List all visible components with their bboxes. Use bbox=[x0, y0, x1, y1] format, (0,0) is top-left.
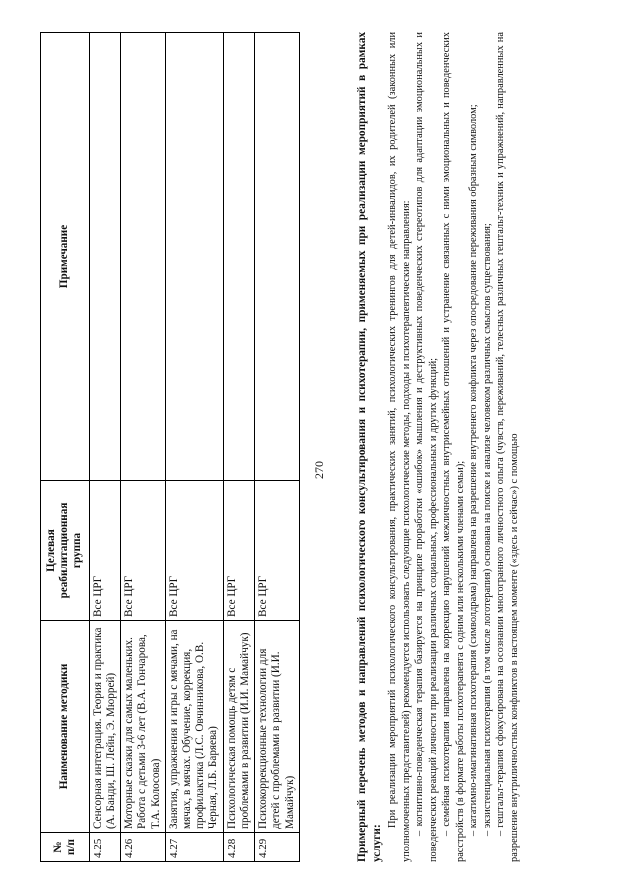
row-note bbox=[255, 33, 300, 481]
header-num: № п/п bbox=[41, 833, 90, 862]
table-header-row bbox=[41, 33, 90, 862]
row-method: Сенсорная интеграция. Теория и практика (А. Банди, Ш. Лейн, Э. Мюррей) bbox=[89, 621, 120, 833]
row-method: Психологическая помощь детям с проблемами в развитии (И.И. Мамайчук) bbox=[223, 621, 254, 833]
row-group: Все ЦРГ bbox=[121, 481, 166, 621]
row-note bbox=[89, 33, 120, 481]
row-num: 4.27 bbox=[165, 833, 223, 862]
list-item: – кататимно-имагинативная психотерапия (символдрама) направлена на разрешение внутреннего конфликта через опосредование переживания образным символом; bbox=[468, 104, 480, 836]
table-row bbox=[223, 33, 254, 862]
list-item: – семейная психотерапия направлена на коррекцию нарушений межличностных внутрисемейных отношений и устранение связанных с ними эмоциональных и поведенческих расстройств (в формате работы психотерапевта с одним или несколькими членами семьи); bbox=[441, 32, 466, 862]
list-item: – экзистенциальная психотерапия (в том числе логотерапия) основана на поиске и анализе человеком различных смыслов существования; bbox=[481, 223, 493, 836]
table-row bbox=[89, 33, 120, 862]
table-row bbox=[165, 33, 223, 862]
rotated-content bbox=[40, 32, 605, 862]
row-num: 4.25 bbox=[89, 833, 120, 862]
row-group: Все ЦРГ bbox=[255, 481, 300, 621]
row-group: Все ЦРГ bbox=[89, 481, 120, 621]
body-text bbox=[355, 32, 522, 862]
row-note bbox=[223, 33, 254, 481]
intro-paragraph: При реализации мероприятий психологического консультирования, практических занятий, психологических тренингов для детей-инвалидов, их родителей (законных или уполномоченных представителей) рекомендуется использовать следующие психологические методы, подходы и психотерапевтические направления: bbox=[387, 32, 412, 862]
header-note: Примечание bbox=[41, 33, 90, 481]
row-group: Все ЦРГ bbox=[223, 481, 254, 621]
row-num: 4.28 bbox=[223, 833, 254, 862]
methods-table bbox=[40, 32, 300, 862]
row-method: Психокоррекционные технологии для детей с проблемами в развитии (И.И. Мамайчук) bbox=[255, 621, 300, 833]
header-group: Целевая реабилитационная группа bbox=[41, 481, 90, 621]
table-row bbox=[121, 33, 166, 862]
row-note bbox=[165, 33, 223, 481]
row-note bbox=[121, 33, 166, 481]
row-num: 4.26 bbox=[121, 833, 166, 862]
section-heading: Примерный перечень методов и направлений психологического консультирования и психотерапии, применяемых при реализации мероприятий в рамках услуги: bbox=[356, 32, 383, 862]
page-number: 270 bbox=[312, 461, 326, 479]
row-method: Занятия, упражнения и игры с мячами, на мячах, в мячах. Обучение, коррекция, профилактика (Л.С. Овчинникова, О.В. Черная, Л.Б. Баряева) bbox=[165, 621, 223, 833]
list-item: – когнитивно-поведенческая терапия базируется на принципе проработки «ошибок» мышления и деструктивных поведенческих стереотипов для адаптации эмоциональных и поведенческих реакций личности при реализации различных социальных, профессиональных и других функций; bbox=[414, 32, 439, 862]
list-item: – гештальт-терапия сфокусирована на осознании многогранного личностного опыта (чувств, переживаний, телесных различных гештальт-техник и упражнений, направленных на разрешение внутриличностных конфликтов в настоящем моменте («здесь и сейчас») с помощью bbox=[495, 32, 520, 862]
header-method: Наименование методики bbox=[41, 621, 90, 833]
row-group: Все ЦРГ bbox=[165, 481, 223, 621]
row-num: 4.29 bbox=[255, 833, 300, 862]
table-row bbox=[255, 33, 300, 862]
row-method: Моторные сказки для самых маленьких. Работа с детьми 3-6 лет (В.А. Гончарова, Т.А. Колосова) bbox=[121, 621, 166, 833]
